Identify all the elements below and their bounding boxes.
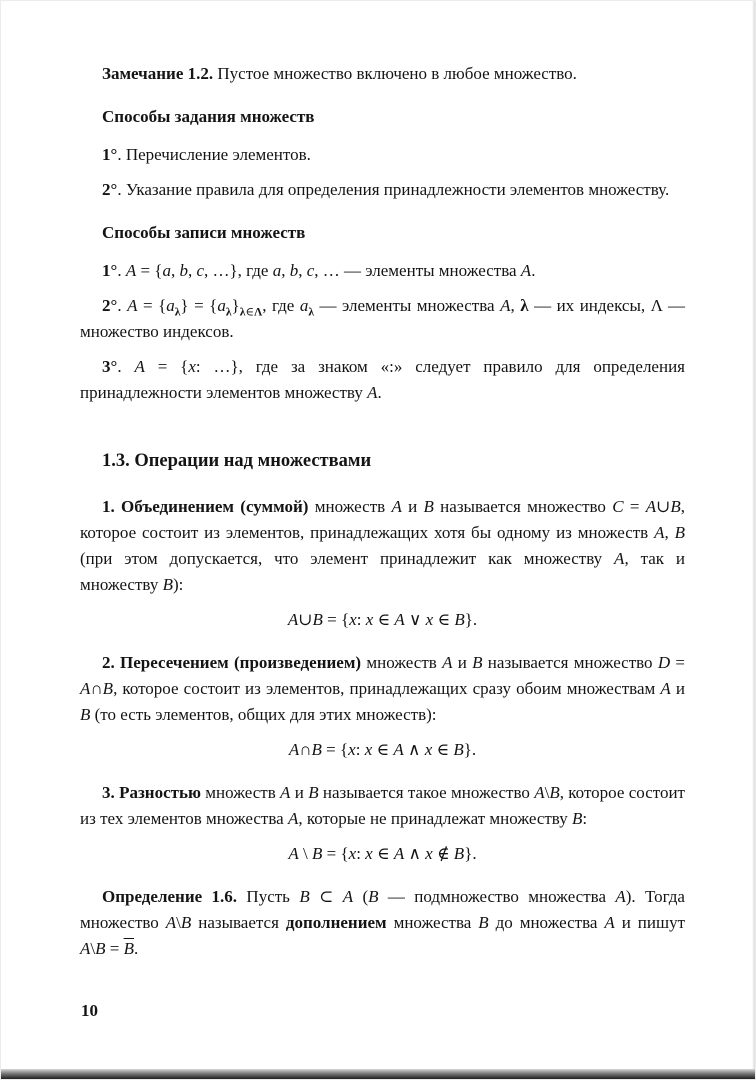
definition-paragraph [80,884,685,962]
item-number: 1° [102,261,118,280]
operation-union-text: множеств A и B называется множество C = A∪B, которое состоит из элементов, принадлежащих хотя бы одному из множеств A, B (при этом допускается, что элемент принадлежит как множеству A, так и множеству B): [80,497,685,594]
page-number: 10 [81,1001,98,1020]
operation-union-paragraph [80,494,685,598]
difference-formula: A \ B = {x: x ∈ A ∧ x ∉ B}. [288,844,477,863]
definition-text: Пусть B ⊂ A (B — подмножество множества A). Тогда множество A\B называется дополнением множества B до множества A и пишут A\B = $\overline{B}$. [80,887,686,958]
list-item-defining-2 [80,177,685,203]
item-text: . A = {a, b, c, …}, где a, b, c, … — элементы множества A. [117,261,536,280]
item-text: . $A = \{a_\lambda\} = \{a_\lambda\}_{\lambda\in\Lambda}$, где $a_\lambda$ — элементы множества A, λ — их индексы, Λ — множество индексов. [80,296,686,341]
list-item-writing-1 [80,258,685,284]
operation-intersection-paragraph [80,650,685,728]
list-item-writing-2 [80,293,685,345]
operation-intersection-label: 2. Пересечением (произведением) [102,653,362,672]
definition-label: Определение 1.6. [102,887,238,906]
remark-paragraph [80,61,685,87]
item-number: 3° [102,357,118,376]
heading-ways-of-defining-sets: Способы задания множеств [102,107,315,126]
item-number: 2° [102,180,118,199]
scan-shadow-bottom [1,1069,755,1079]
remark-text: Пустое множество включено в любое множество. [213,64,577,83]
intersection-formula: A∩B = {x: x ∈ A ∧ x ∈ B}. [288,740,477,759]
operation-union-label: 1. Объединением (суммой) [102,497,309,516]
item-text: . Перечисление элементов. [117,145,311,164]
item-number: 1° [102,145,118,164]
operation-difference-paragraph [80,780,685,832]
section-heading-operations-on-sets: 1.3. Операции над множествами [102,451,372,471]
item-number: 2° [102,296,118,315]
list-item-writing-3 [80,354,685,406]
operation-difference-text: множеств A и B называется такое множество A\B, которое состоит из тех элементов множества A, которые не принадлежат множеству B: [80,783,685,828]
list-item-defining-1 [80,142,685,168]
heading-ways-of-writing-sets: Способы записи множеств [102,223,306,242]
page-content [80,61,685,971]
item-text: . A = {x: …}, где за знаком «:» следует правило для определения принадлежности элементов множеству A. [80,357,685,402]
operation-difference-label: 3. Разностью [102,783,201,802]
remark-label: Замечание 1.2. [102,64,214,83]
operation-intersection-text: множеств A и B называется множество D = A∩B, которое состоит из элементов, принадлежащих сразу обоим множествам A и B (то есть элементов, общих для этих множеств): [80,653,685,724]
scan-shadow-right [752,1,755,1079]
union-formula: A∪B = {x: x ∈ A ∨ x ∈ B}. [287,610,478,629]
item-text: . Указание правила для определения принадлежности элементов множеству. [117,180,670,199]
